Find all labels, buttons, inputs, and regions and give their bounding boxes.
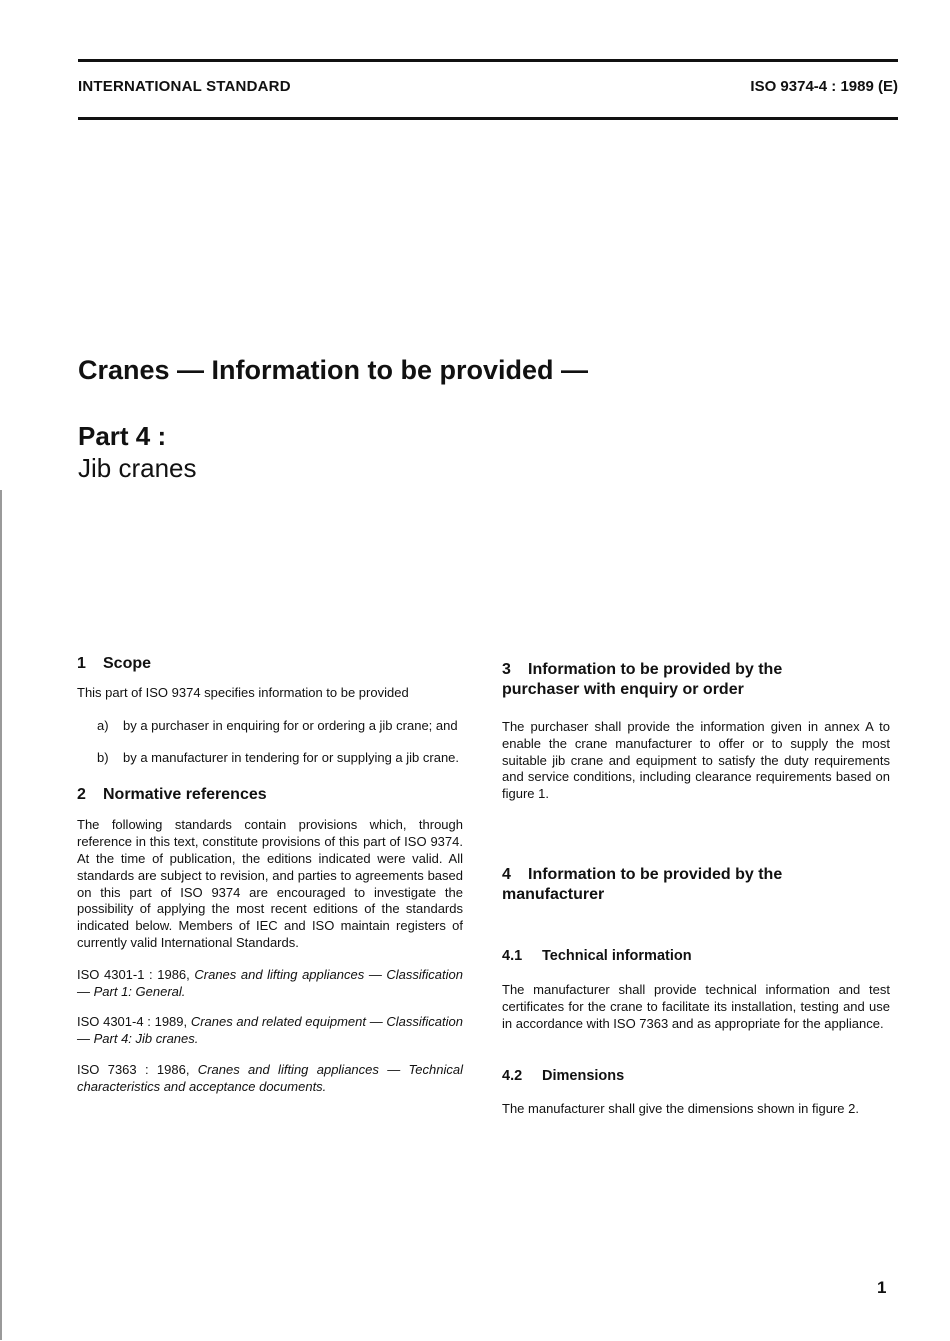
- section-2-heading: [77, 785, 463, 805]
- scope-intro: This part of ISO 9374 specifies information to be provided: [77, 685, 409, 700]
- section-title: Information to be provided by the purchaser with enquiry or order: [502, 661, 783, 698]
- normative-references-body: The following standards contain provisions which, through reference in this text, constitute provisions of this part of ISO 9374. At the time of publication, the editions indicated were valid. All standards are subject to revision, and parties to agreements based on this part of ISO 9374 are encouraged to investigate the possibility of applying the most recent editions of the standards indicated below. Members of IEC and ISO maintain registers of currently valid International Standards.: [77, 817, 463, 950]
- subsection-number: 4.1: [502, 947, 523, 964]
- section-3-heading: [502, 660, 832, 700]
- standard-number: ISO 9374-4 : 1989 (E): [750, 78, 898, 95]
- item-label: a): [97, 717, 109, 733]
- section-title: Normative references: [103, 786, 267, 804]
- scope-item-b: [97, 750, 463, 767]
- scope-item-a: [97, 718, 463, 735]
- reference-title: Cranes and lifting appliances — Classification — Part 1: General.: [77, 966, 463, 999]
- technical-information-body: The manufacturer shall provide technical information and test certificates for the crane to facilitate its installation, testing and use in accordance with ISO 7363 and as appropriate for the appliance.: [502, 981, 890, 1031]
- reference-code: ISO 4301-4 : 1989,: [77, 1014, 188, 1030]
- section-number: 3: [502, 661, 511, 678]
- section-number: 1: [77, 655, 86, 672]
- subsection-4-2-heading: [502, 1067, 890, 1085]
- reference-item: [77, 1014, 463, 1048]
- page-number: 1: [877, 1278, 887, 1297]
- section-title: Information to be provided by the manufacturer: [502, 865, 783, 903]
- item-text: by a purchaser in enquiring for or ordering a jib crane; and: [123, 717, 458, 733]
- section-number: 4: [502, 865, 511, 883]
- subsection-title: Dimensions: [542, 1068, 625, 1085]
- left-column: [77, 654, 463, 1096]
- part-label: Part 4 :: [78, 421, 167, 451]
- header-top-rule: [78, 59, 898, 62]
- document-type-label: INTERNATIONAL STANDARD: [78, 78, 291, 95]
- reference-item: [77, 1062, 463, 1096]
- subsection-title: Technical information: [542, 947, 692, 964]
- reference-code: ISO 7363 : 1986,: [77, 1061, 190, 1077]
- right-column: [502, 660, 890, 1118]
- section-number: 2: [77, 786, 86, 804]
- reference-title: Cranes and related equipment — Classification — Part 4: Jib cranes.: [77, 1014, 463, 1047]
- subsection-number: 4.2: [502, 1068, 523, 1085]
- document-title: Cranes — Information to be provided —: [78, 355, 589, 385]
- reference-title: Cranes and lifting appliances — Technical characteristics and acceptance documents.: [77, 1061, 463, 1094]
- section-4-heading: [502, 865, 832, 905]
- dimensions-body: The manufacturer shall give the dimensions shown in figure 2.: [502, 1101, 859, 1117]
- purchaser-info-body: The purchaser shall provide the information given in annex A to enable the crane manufacturer to offer or to supply the most suitable jib crane and equipment to satisfy the duty requirements and service conditions, including clearance requirements based on figure 1.: [502, 719, 890, 802]
- section-1-heading: [77, 654, 463, 674]
- reference-item: [77, 967, 463, 1001]
- item-text: by a manufacturer in tendering for or supplying a jib crane.: [123, 749, 460, 765]
- item-label: b): [97, 749, 109, 765]
- section-title: Scope: [103, 655, 152, 672]
- part-subtitle: Jib cranes: [78, 453, 197, 483]
- scan-edge-artifact: [0, 490, 2, 1340]
- subsection-4-1-heading: [502, 947, 890, 965]
- header-bottom-rule: [78, 117, 898, 120]
- reference-code: ISO 4301-1 : 1986,: [77, 966, 190, 982]
